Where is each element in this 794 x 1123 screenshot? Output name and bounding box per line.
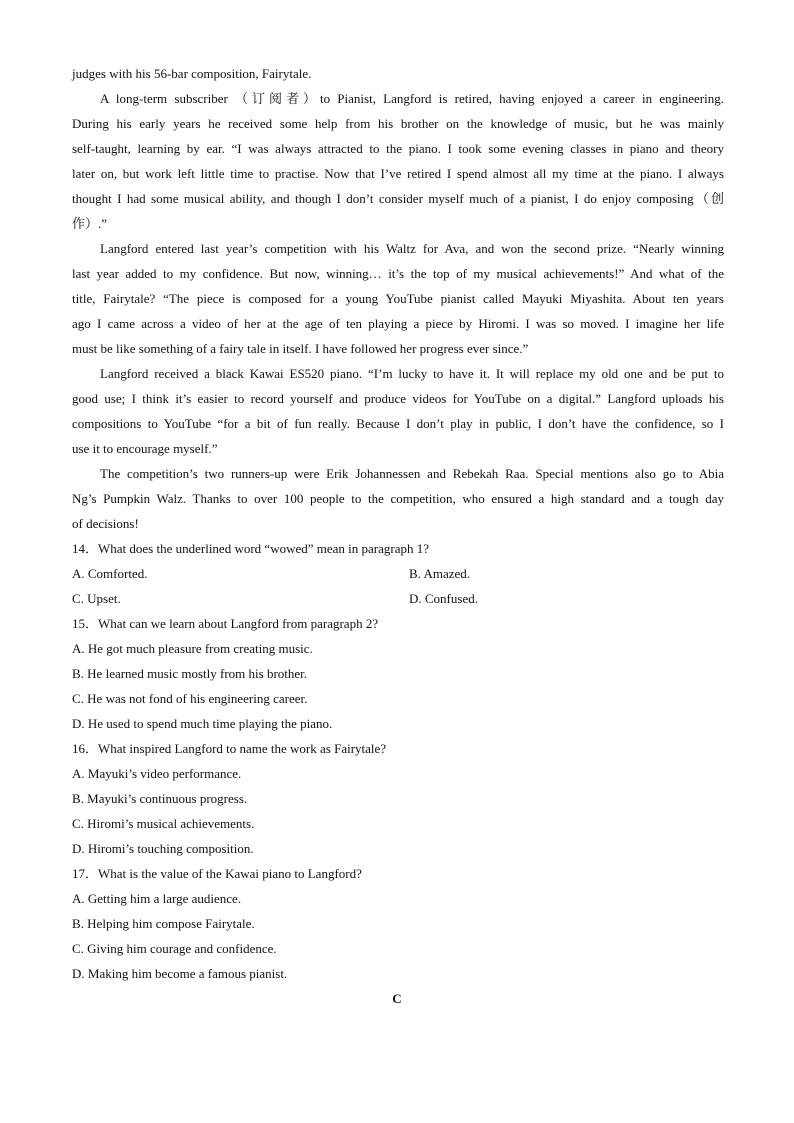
- question-option[interactable]: D. Hiromi’s touching composition.: [72, 841, 254, 856]
- question-option[interactable]: C. Giving him courage and confidence.: [72, 941, 277, 956]
- passage-line: of decisions!: [72, 516, 139, 531]
- question-option[interactable]: A. He got much pleasure from creating music.: [72, 641, 313, 656]
- passage-line: must be like something of a fairy tale in itself. I have followed her progress ever since.”: [72, 341, 529, 356]
- question-option[interactable]: C. Hiromi’s musical achievements.: [72, 816, 255, 831]
- question-stem: 14．What does the underlined word “wowed” mean in paragraph 1?: [72, 541, 430, 556]
- question-option[interactable]: B. He learned music mostly from his brother.: [72, 666, 308, 681]
- question-stem: 15．What can we learn about Langford from paragraph 2?: [72, 616, 379, 631]
- passage-line: ago I came across a video of her at the age of ten playing a piece by Hiromi. I was so moved. I imagine her life: [72, 316, 724, 331]
- question-option[interactable]: B. Amazed.: [409, 566, 471, 581]
- passage-line: self-taught, learning by ear. “I was always attracted to the piano. I took some evening classes in piano and theory: [72, 141, 724, 156]
- passage-line: use it to encourage myself.”: [72, 441, 218, 456]
- passage-line: last year added to my confidence. But now, winning… it’s the top of my musical achievements!” And what of the: [72, 266, 724, 281]
- passage-line: Langford received a black Kawai ES520 piano. “I’m lucky to have it. It will replace my old one and be put to: [100, 366, 724, 381]
- passage-line: compositions to YouTube “for a bit of fun really. Because I don’t play in public, I don’t have the confidence, so I: [72, 416, 724, 431]
- question-option[interactable]: D. He used to spend much time playing the piano.: [72, 716, 333, 731]
- question-option[interactable]: C. Upset.: [72, 591, 121, 606]
- passage-line: judges with his 56-bar composition, Fairytale.: [72, 66, 312, 81]
- question-option[interactable]: D. Making him become a famous pianist.: [72, 966, 288, 981]
- passage-line: title, Fairytale? “The piece is composed for a young YouTube pianist called Mayuki Miyashita. About ten years: [72, 291, 724, 306]
- question-option[interactable]: B. Helping him compose Fairytale.: [72, 916, 255, 931]
- section-heading: C: [392, 991, 402, 1006]
- passage-line: During his early years he received some help from his brother on the knowledge of music, but he was mainly: [72, 116, 724, 131]
- passage-line: The competition’s two runners-up were Erik Johannessen and Rebekah Raa. Special mentions also go to Abia: [100, 466, 724, 481]
- question-option[interactable]: A. Mayuki’s video performance.: [72, 766, 242, 781]
- passage-line: Ng’s Pumpkin Walz. Thanks to over 100 people to the competition, who ensured a high standard and a tough day: [72, 491, 724, 506]
- passage-line: A long-term subscriber （订阅者）to Pianist, Langford is retired, having enjoyed a career in engineering.: [100, 91, 724, 106]
- passage-line: 作）.”: [72, 216, 108, 231]
- question-option[interactable]: A. Comforted.: [72, 566, 148, 581]
- question-option[interactable]: C. He was not fond of his engineering career.: [72, 691, 308, 706]
- passage-line: later on, but work left little time to practise. Now that I’ve retired I spend almost all my time at the piano. I always: [72, 166, 724, 181]
- question-option[interactable]: D. Confused.: [409, 591, 478, 606]
- passage-line: good use; I think it’s easier to record yourself and produce videos for YouTube on a digital.” Langford uploads his: [72, 391, 724, 406]
- question-stem: 16．What inspired Langford to name the work as Fairytale?: [72, 741, 387, 756]
- question-option[interactable]: A. Getting him a large audience.: [72, 891, 242, 906]
- question-option[interactable]: B. Mayuki’s continuous progress.: [72, 791, 248, 806]
- passage-line: thought I had some musical ability, and though I don’t consider myself much of a pianist, I do enjoy composing（创: [72, 191, 724, 206]
- passage-line: Langford entered last year’s competition with his Waltz for Ava, and won the second prize. “Nearly winning: [100, 241, 724, 256]
- question-stem: 17．What is the value of the Kawai piano to Langford?: [72, 866, 362, 881]
